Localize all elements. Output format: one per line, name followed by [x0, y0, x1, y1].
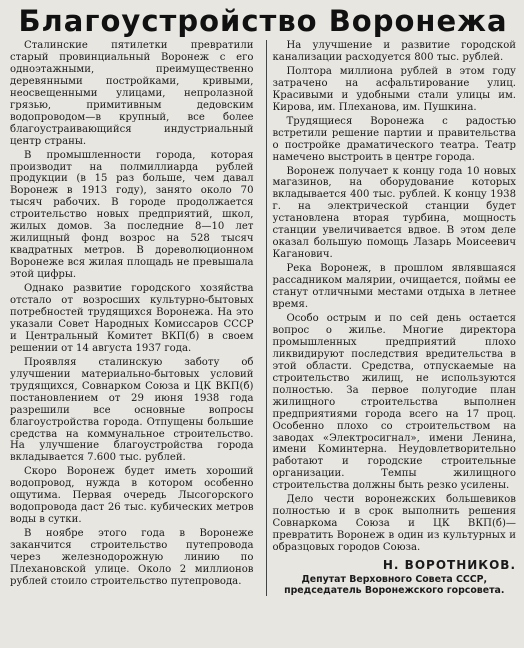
paragraph: Дело чести воронежских большевиков полностью и в срок выполнить решения Совнаркома Союза и ЦК ВКП(б)—превратить Воронеж в один из культурных и образцовых городов Союза. — [272, 494, 516, 554]
left-column — [10, 40, 260, 596]
right-column — [273, 40, 517, 596]
paragraph: Полтора миллиона рублей в этом году затрачено на асфальтирование улиц. Красивыми и удобными стали улицы им. Кирова, им. Плеханова, им. Пушкина. — [272, 65, 516, 113]
paragraph: Воронеж получает к концу года 10 новых магазинов, на оборудование которых вкладывается 400 тыс. рублей. К концу 1938 г. на электрической станции будет установлена вторая турбина, мощность станции увеличивается вдвое. В этом деле оказал большую помощь Лазарь Моисеевич Каганович. — [272, 165, 516, 261]
author-role: Депутат Верховного Совета СССР, председатель Воронежского горсовета. — [284, 574, 505, 597]
paragraph: Трудящиеся Воронежа с радостью встретили решение партии и правительства о постройке драматического театра. Театр намечено выстроить в центре города. — [272, 115, 516, 163]
paragraph: В промышленности города, которая производит на полмиллиарда рублей продукции (в 15 раз больше, чем давал Воронеж в 1913 году), занято около 70 тысяч рабочих. В городе продолжается строительство новых предприятий, школ, жилых домов. За последние 8—10 лет жилищный фонд возрос на 528 тысяч квадратных метров. В дореволюционном Воронеже вся жилая площадь не превышала этой цифры. — [10, 149, 254, 281]
article-title: Благоустройство Воронежа — [18, 4, 508, 38]
author-name: Н. ВОРОТНИКОВ. — [382, 558, 516, 573]
paragraph: Особо острым и по сей день остается вопрос о жилье. Многие директора промышленных предприятий плохо ликвидируют последствия вредительства в этой области. Средства, отпускаемые на строительство жилищ, не используются полностью. За первое полугодие план жилищного строительства выполнен предприятиями города всего на 17 проц. Особенно плохо со строительством на заводах «Электросигнал», имени Ленина, имени Коминтерна. Неудовлетворительно работают и городские строительные организации. Темпы жилищного строительства должны быть резко усилены. — [272, 312, 516, 492]
paragraph: Однако развитие городского хозяйства отстало от возросших культурно-бытовых потребностей трудящихся Воронежа. На это указали Совет Народных Комиссаров СССР и Центральный Комитет ВКП(б) в своем решении от 14 августа 1937 года. — [10, 283, 254, 354]
paragraph: Проявляя сталинскую заботу об улучшении материально-бытовых условий трудящихся, Совнарком Союза и ЦК ВКП(б) постановлением от 29 июня 1938 года разрешили все основные вопросы благоустройства города. Отпущены большие средства на коммунальное строительство. На улучшение благоустройства города вкладывается 7.600 тыс. рублей. — [10, 356, 254, 464]
article-columns — [10, 40, 516, 596]
paragraph: В ноябре этого года в Воронеже заканчится строительство путепровода через железнодорожную линию по Плехановской улице. Около 2 миллионов рублей стоило строительство путепровода. — [10, 528, 254, 587]
column-divider — [266, 40, 267, 596]
signature-block — [273, 558, 517, 596]
paragraph: Река Воронеж, в прошлом являвшаяся рассадником малярии, очищается, поймы ее станут отличными местами отдыха в летнее время. — [272, 263, 516, 311]
paragraph: Сталинские пятилетки превратили старый провинциальный Воронеж с его одноэтажными, преимущественно деревянными постройками, кривыми, неосвещенными улицами, непролазной грязью, примитивным дедовским водопроводом—в крупный, все более благоустраивающийся индустриальный центр страны. — [10, 40, 254, 147]
paragraph: На улучшение и развитие городской канализации расходуется 800 тыс. рублей. — [272, 40, 516, 63]
paragraph: Скоро Воронеж будет иметь хороший водопровод, нужда в котором особенно ощутима. Первая очередь Лысогорского водопровода даст 26 тыс. кубических метров воды в сутки. — [10, 466, 254, 526]
